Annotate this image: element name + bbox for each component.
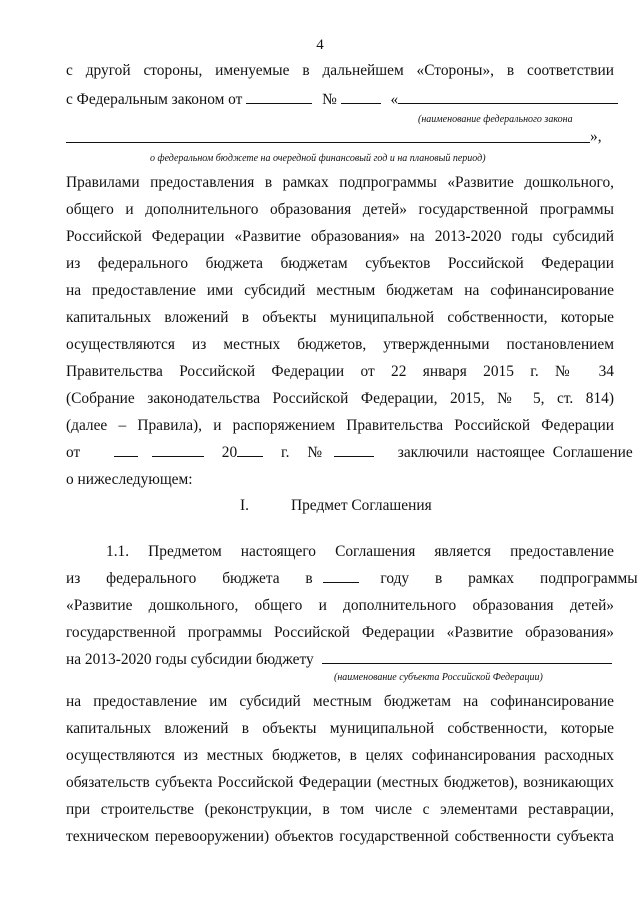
intro-line-1: с другой стороны, именуемые в дальнейшем «Стороны», в соответствии	[66, 62, 614, 79]
paragraph1-line: осуществляются из местных бюджетов, утвержденными постановлением	[66, 336, 614, 353]
caption-budget: о федеральном бюджете на очередной финансовый год и на плановый период)	[150, 153, 486, 164]
law-name-blank	[398, 90, 618, 104]
caption-law-name: (наименование федерального закона	[418, 114, 573, 125]
date-year-blank	[237, 443, 263, 457]
date-ot: от	[66, 444, 81, 461]
paragraph3-line: при строительстве (реконструкции, в том числе с элементами реставрации,	[66, 801, 614, 818]
law-number-blank	[341, 90, 381, 104]
paragraph1-line: из федерального бюджета бюджетам субъектов Российской Федерации	[66, 255, 614, 272]
paragraph1-line: на предоставление ими субсидий местным бюджетам на софинансирование	[66, 282, 614, 299]
caption-subject: (наименование субъекта Российской Федерации)	[334, 672, 543, 683]
intro-line-2	[66, 90, 614, 110]
law-close-quote: »,	[590, 128, 602, 145]
paragraph3-line: капитальных вложений в объекты муниципальной собственности, которые	[66, 720, 614, 737]
law-name-continuation-line	[66, 142, 590, 143]
paragraph2-line-2	[66, 569, 638, 589]
date-g: г.	[281, 444, 290, 461]
paragraph2-line-1: 1.1. Предметом настоящего Соглашения является предоставление	[106, 543, 614, 560]
subject-name-blank	[322, 650, 612, 664]
page-number: 4	[316, 37, 324, 53]
date-number-sign: №	[307, 444, 323, 461]
date-month-blank	[152, 443, 204, 457]
section-title: Предмет Соглашения	[291, 497, 432, 514]
law-open-quote: «	[390, 91, 399, 108]
paragraph1-line: (далее – Правила), и распоряжением Правительства Российской Федерации	[66, 417, 614, 434]
date-line	[66, 443, 633, 463]
paragraph1-line: общего и дополнительного образования детей» государственной программы	[66, 201, 614, 218]
section-number: I.	[240, 497, 249, 514]
law-number-sign: №	[322, 91, 337, 108]
date-number-blank	[334, 443, 374, 457]
paragraph1-line: Правительства Российской Федерации от 22 января 2015 г. № 34	[66, 363, 614, 380]
paragraph1-line: Правилами предоставления в рамках подпрограммы «Развитие дошкольного,	[66, 174, 614, 191]
year-blank	[323, 569, 359, 583]
date-rest: заключили настоящее Соглашение	[397, 444, 633, 461]
paragraph1-line: капитальных вложений в объекты муниципальной собственности, которые	[66, 309, 614, 326]
closing-line: о нижеследующем:	[66, 471, 193, 488]
paragraph3-line: обязательств субъекта Российской Федерации (местных бюджетов), возникающих	[66, 774, 614, 791]
law-prefix: с Федеральным законом от	[66, 91, 243, 108]
paragraph2-line-3: «Развитие дошкольного, общего и дополнительного образования детей»	[66, 597, 614, 614]
paragraph2-line2-a: из федерального бюджета в	[66, 570, 313, 587]
paragraph3-line: техническом перевооружении) объектов государственной собственности субъекта	[66, 828, 614, 845]
date-year-prefix: 20	[221, 444, 238, 461]
subsidy-budget-text: на 2013-2020 годы субсидии бюджету	[66, 651, 314, 668]
paragraph3-line: осуществляются из местных бюджетов, в целях софинансирования расходных	[66, 747, 614, 764]
paragraph3-line: на предоставление им субсидий местным бюджетам на софинансирование	[66, 693, 614, 710]
paragraph2-line2-b: году в рамках подпрограммы	[380, 570, 638, 587]
date-day-blank	[114, 443, 138, 457]
paragraph2-line-4: государственной программы Российской Федерации «Развитие образования»	[66, 624, 614, 641]
paragraph1-line: (Собрание законодательства Российской Федерации, 2015, № 5, ст. 814)	[66, 390, 614, 407]
paragraph2-line-5	[66, 650, 614, 670]
paragraph1-line: Российской Федерации «Развитие образования» на 2013-2020 годы субсидий	[66, 228, 614, 245]
law-date-blank	[246, 90, 312, 104]
